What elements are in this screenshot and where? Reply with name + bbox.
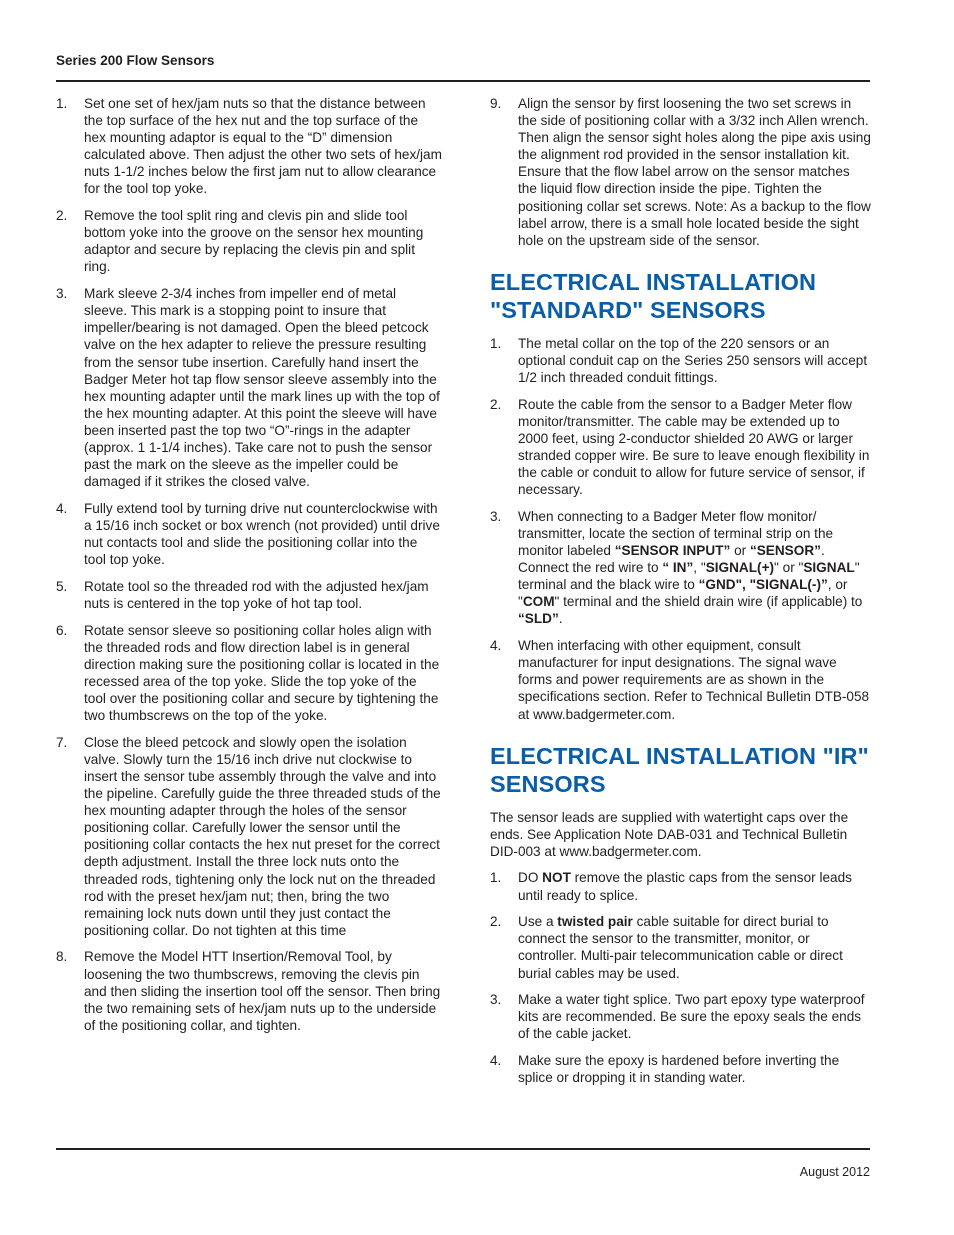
step-number: 2. (56, 208, 68, 224)
list-item (56, 948, 442, 1033)
bold-term: SIGNAL(+) (705, 560, 775, 576)
list-item (56, 578, 442, 612)
bold-term: SIGNAL (803, 560, 855, 576)
bold-term: COM (522, 594, 555, 610)
step-number: 2. (490, 396, 502, 412)
step-text: Remove the Model HTT Insertion/Removal Tool, by loosening the two thumbscrews, removing the clevis pin and then sliding the insertion tool off the sensor. Then bring the two remaining sets of hex/jam nuts up to the underside of the positioning collar, and tighten. (84, 949, 441, 1033)
text-run: DO (518, 870, 543, 886)
list-item (56, 285, 442, 490)
ir-sensor-steps-list (490, 869, 872, 1086)
list-item (56, 734, 442, 939)
text-run: . Connect the red wire to (518, 543, 825, 576)
step-text: Mark sleeve 2-3/4 inches from impeller end of metal sleeve. This mark is a stopping point to insure that impeller/bearing is not damaged. Open the bleed petcock valve on the hex adapter to relieve the pressure resulting from the sensor tube insertion. Carefully hand insert the Badger Meter hot tap flow sensor sleeve assembly into the hex mounting adapter until the mark lines up with the top of the hex mounting adapter. At this point the sleeve will have been inserted past the top two “O”-rings in the adapter (approx. 1 1-1/4 inches). Take care not to push the sensor past the mark on the sleeve as the impeller could be damaged if it strikes the closed valve. (84, 286, 440, 490)
text-run: When connecting to a Badger Meter flow monitor/ transmitter, locate the section of terminal strip on the monitor labeled (518, 508, 834, 559)
list-item (490, 913, 872, 981)
step-text: Make sure the epoxy is hardened before inverting the splice or dropping it in standing water. (518, 1053, 840, 1086)
step-number: 2. (490, 914, 502, 930)
step-number: 9. (490, 96, 502, 111)
step-number: 4. (490, 638, 502, 654)
text-run: , " (693, 560, 706, 576)
text-run: remove the plastic caps from the sensor leads until ready to splice. (518, 870, 852, 903)
bold-term: “SENSOR” (749, 543, 821, 559)
text-run: " terminal and the black wire to (518, 560, 860, 593)
insertion-steps-list (56, 95, 442, 1034)
step-text: Make a water tight splice. Two part epoxy type waterproof kits are recommended. Be sure the epoxy seals the ends of the cable jacket. (518, 992, 865, 1042)
step-text (518, 870, 852, 902)
text-run: cable suitable for direct burial to connect the sensor to the transmitter, monitor, or controller. Multi-pair telecommunication cable or direct burial cables may be used. (518, 914, 843, 981)
text-run: . (558, 611, 563, 627)
list-item (56, 500, 442, 568)
step-number: 3. (490, 508, 502, 524)
step-number: 5. (56, 578, 68, 594)
footer-divider (56, 1148, 870, 1150)
step-text: Fully extend tool by turning drive nut counterclockwise with a 15/16 inch socket or box wrench (not provided) until drive nut contacts tool and slide the positioning collar into the tool top yoke. (84, 500, 440, 568)
list-item (490, 396, 872, 499)
step-text: When interfacing with other equipment, consult manufacturer for input designations. The signal wave forms and power requirements are as shown in the specifications section. Refer to Technical Bulletin DTB-058 at www.badgermeter.com. (518, 638, 870, 722)
footer-date: August 2012 (799, 1165, 870, 1179)
list-item (56, 95, 442, 198)
step-number: 4. (56, 500, 68, 516)
bold-term: NOT (542, 870, 571, 886)
step-text: Remove the tool split ring and clevis pin and slide tool bottom yoke into the groove on the sensor hex mounting adaptor and secure by replacing the clevis pin and split ring. (84, 208, 424, 275)
alignment-step-list (490, 95, 872, 249)
step-text (518, 509, 862, 627)
list-item (490, 95, 872, 249)
text-run: " terminal and the shield drain wire (if applicable) to (554, 594, 863, 610)
bold-term: “GND", "SIGNAL(-)” (698, 577, 828, 593)
bold-term: “ IN” (662, 560, 694, 576)
text-run: or (730, 543, 750, 559)
bold-term: “SENSOR INPUT” (614, 543, 731, 559)
step-number: 1. (490, 870, 502, 886)
page-header-title: Series 200 Flow Sensors (56, 53, 215, 68)
step-text: Align the sensor by first loosening the two set screws in the side of positioning collar with a 3/32 inch Allen wrench. Then align the sensor sight holes along the pipe axis using the alignment rod provided in the sensor installation kit. Ensure that the flow label arrow on the sensor matches the liquid flow direction inside the pipe. Tighten the positioning collar set screws. Note: As a backup to the flow label arrow, there is a small hole located beside the sight hole on the upstream side of the sensor. (518, 96, 871, 248)
right-column (490, 95, 872, 1096)
section-heading-ir-sensors: ELECTRICAL INSTALLATION "IR" SENSORS (490, 742, 869, 797)
list-item (490, 991, 872, 1042)
bold-term: twisted pair (557, 914, 633, 930)
left-column (56, 95, 442, 1044)
step-text (518, 914, 843, 980)
step-text: Close the bleed petcock and slowly open the isolation valve. Slowly turn the 15/16 inch drive nut clockwise to insert the sensor tube assembly through the valve and into the pipeline. Carefully guide the three threaded studs of the hex mounting adapter through the holes of the sensor positioning collar. Carefully lower the sensor until the positioning collar contacts the hex nut preset for the correct depth adjustment. Install the three lock nuts onto the threaded rods, tightening only the lock nut on the threaded rod with the preset hex/jam nut; then, bring the two remaining lock nuts down until they just contact the positioning collar. Do not tighten at this time (84, 734, 441, 938)
ir-intro-paragraph: The sensor leads are supplied with watertight caps over the ends. See Application Note DAB-031 and Technical Bulletin DID-003 at www.badgermeter.com. (490, 809, 849, 859)
list-item (490, 637, 872, 722)
list-item (490, 1052, 872, 1086)
text-run: " or " (774, 560, 804, 576)
step-number: 1. (490, 335, 502, 351)
list-item (56, 207, 442, 275)
step-number: 4. (490, 1053, 502, 1069)
step-number: 1. (56, 96, 68, 111)
step-text: Rotate tool so the threaded rod with the adjusted hex/jam nuts is centered in the top yoke of hot tap tool. (84, 578, 429, 611)
step-number: 3. (490, 992, 502, 1008)
step-text: Rotate sensor sleeve so positioning collar holes align with the threaded rods and flow direction label is in general direction making sure the positioning collar is located in the recessed area of the top yoke. Slide the top yoke of the tool over the positioning collar and secure by tightening the two thumbscrews on the top of the yoke. (84, 622, 440, 724)
step-number: 8. (56, 949, 68, 965)
list-item (56, 622, 442, 725)
standard-sensor-steps-list (490, 335, 872, 723)
step-number: 7. (56, 734, 68, 750)
text-run: , or " (518, 577, 848, 610)
section-heading-standard-sensors: ELECTRICAL INSTALLATION "STANDARD" SENSORS (490, 268, 817, 323)
list-item (490, 508, 872, 628)
step-number: 3. (56, 286, 68, 302)
text-run: Use a (518, 914, 558, 930)
bold-term: “SLD” (518, 611, 559, 627)
list-item (490, 869, 872, 903)
step-text: Route the cable from the sensor to a Badger Meter flow monitor/transmitter. The cable may be extended up to 2000 feet, using 2-conductor shielded 20 AWG or larger stranded copper wire. Be sure to leave enough flexibility in the cable or conduit to allow for future service of sensor, if necessary. (518, 396, 870, 498)
step-text: The metal collar on the top of the 220 sensors or an optional conduit cap on the Series 250 sensors will accept 1/2 inch threaded conduit fittings. (518, 335, 868, 386)
step-number: 6. (56, 622, 68, 638)
step-text: Set one set of hex/jam nuts so that the distance between the top surface of the hex nut and the top surface of the hex mounting adaptor is equal to the “D” dimension calculated above. Then adjust the other two sets of hex/jam nuts 1-1/2 inches below the first jam nut to allow clearance for the tool top yoke. (84, 96, 442, 197)
list-item (490, 335, 872, 386)
header-divider (56, 80, 870, 82)
